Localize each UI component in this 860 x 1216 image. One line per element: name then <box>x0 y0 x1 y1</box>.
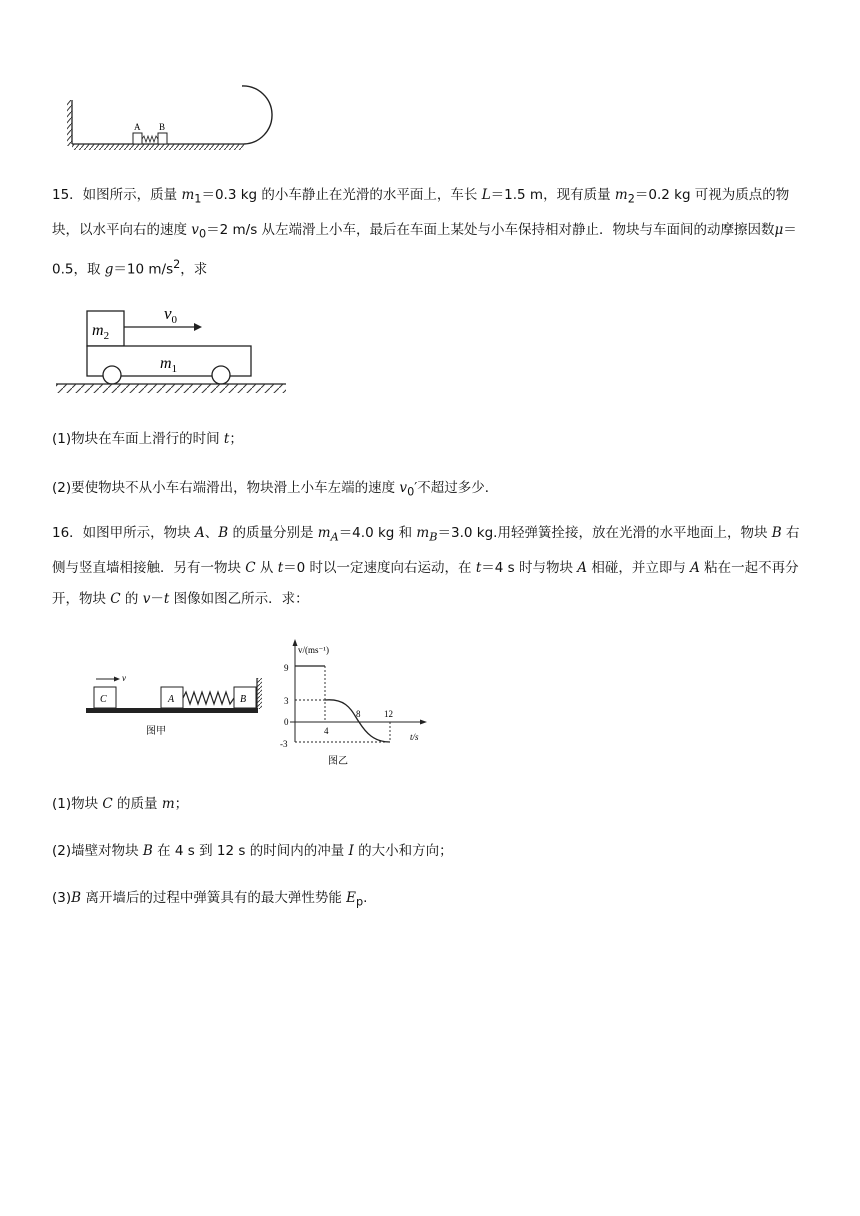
label-a: A <box>134 122 141 132</box>
y-tick-neg3: -3 <box>280 739 288 749</box>
label-b: B <box>159 122 166 132</box>
x-tick-4: 4 <box>324 726 329 736</box>
block-c-label: C <box>100 694 107 705</box>
figure-caption-right: 图乙 <box>328 756 348 767</box>
figure-vt-graph <box>270 636 440 770</box>
y-axis-label: v/(ms⁻¹) <box>298 645 329 655</box>
y-tick-0: 0 <box>284 717 289 727</box>
question-15-part-2: (2)要使物块不从小车右端滑出，物块滑上小车左端的速度 $v_0'$不超过多少． <box>52 480 499 499</box>
question-15-text: 15．如图所示，质量 $m_1=0.3$ kg 的小车静止在光滑的水平面上，车长 L＝1.5 m，现有质量 $m_2=0.2$ kg 可视为质点的物块，以水平向右的速度 $v_0=2$ m/s 从左端滑上小车，最后在车面上某处与小车保持相对静止．物块与车面间的动摩擦因数μ＝0.5，取 g＝10 $m/s^2$，求 <box>52 187 797 278</box>
v-arrow-label: v <box>122 673 126 683</box>
y-tick-3: 3 <box>284 696 289 706</box>
question-16-text: 16．如图甲所示，物块 A、B 的质量分别是 $m_A=4.0$ kg 和 $m_B=3.0$ kg.用轻弹簧拴接，放在光滑的水平地面上，物块 B 右侧与竖直墙相接触．另有一物块 C 从 t＝0 时以一定速度向右运动，在 t＝4 s 时与物块 A 相碰，并立即与 A 粘在一起不再分开，物块 C 的 v－t 图像如图乙所示．求： <box>52 525 800 607</box>
x-tick-8: 8 <box>356 709 361 719</box>
x-tick-12: 12 <box>384 709 393 719</box>
question-16-part-3: (3)B 离开墙后的过程中弹簧具有的最大弹性势能 $E_p$. <box>52 890 368 909</box>
svg-text:v0 <box>164 304 178 326</box>
question-16-part-2: (2)墙壁对物块 B 在 4 s 到 12 s 的时间内的冲量 I 的大小和方向； <box>52 843 453 859</box>
question-16-part-1: (1)物块 C 的质量 m； <box>52 796 189 812</box>
figure-blocks-spring-wall <box>84 668 264 740</box>
figure-track-semicircle <box>66 82 286 158</box>
m1-sub: 1 <box>171 363 178 375</box>
figure-caption-left: 图甲 <box>146 726 166 737</box>
question-15-part-1: (1)物块在车面上滑行的时间 t； <box>52 431 243 447</box>
figure-cart-block <box>54 298 290 396</box>
m2-label: m <box>92 322 104 339</box>
y-tick-9: 9 <box>284 663 289 673</box>
block-a-label: A <box>168 694 175 705</box>
x-axis-label: t/s <box>410 732 419 742</box>
block-b-label: B <box>240 694 247 705</box>
v0-sub: 0 <box>171 314 178 326</box>
v0-label: v <box>164 304 172 323</box>
m2-sub: 2 <box>103 330 110 342</box>
m1-label: m <box>160 355 172 372</box>
